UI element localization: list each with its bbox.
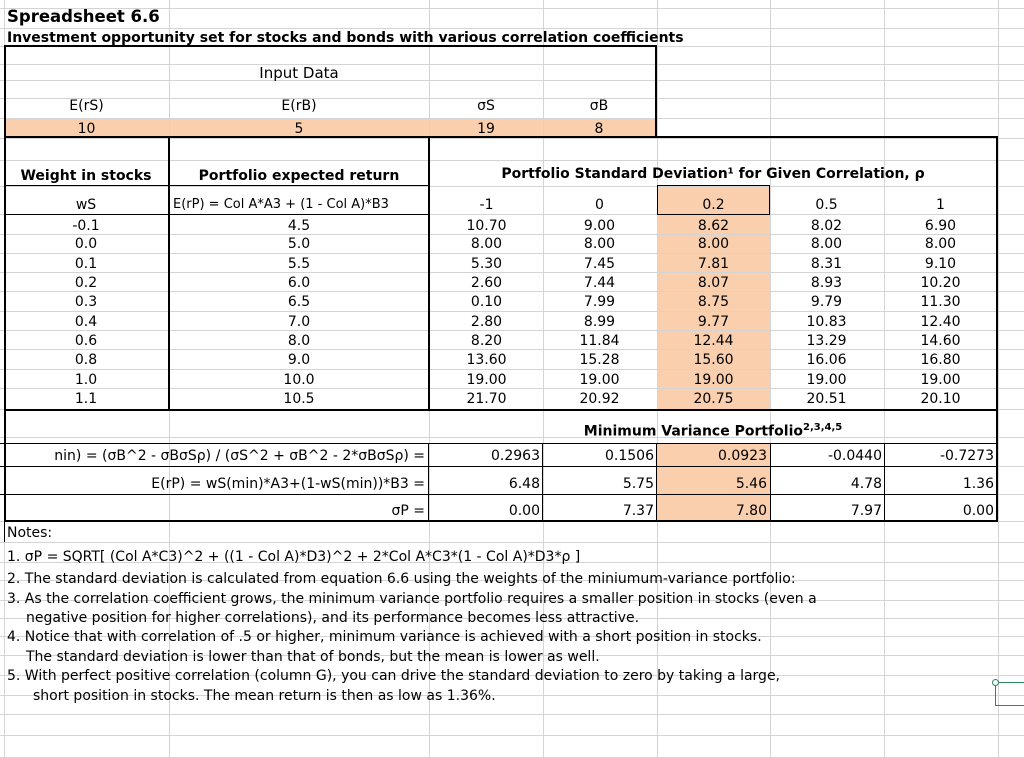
input-value-ers[interactable]: 10 xyxy=(77,121,96,137)
selected-cell[interactable] xyxy=(995,682,1024,706)
cell-std-dev[interactable]: 2.60 xyxy=(470,275,503,291)
cell-expected-return[interactable]: 4.5 xyxy=(287,218,311,234)
minvar-cell[interactable]: 5.75 xyxy=(622,476,654,492)
cell-std-dev[interactable]: 9.10 xyxy=(924,256,957,272)
header-weight-in-stocks: Weight in stocks xyxy=(20,168,152,184)
note-line: 1. σP = SQRT[ (Col A*C3)^2 + ((1 - Col A)*D3)^2 + 2*Col A*C3*(1 - Col A)*D3*ρ ] xyxy=(7,549,581,565)
cell-std-dev[interactable]: 15.60 xyxy=(693,352,734,368)
cell-std-dev[interactable]: 10.20 xyxy=(920,275,961,291)
cell-std-dev[interactable]: 14.60 xyxy=(920,333,961,349)
cell-std-dev[interactable]: 9.79 xyxy=(810,294,843,310)
cell-expected-return[interactable]: 6.5 xyxy=(287,294,311,310)
minvar-cell[interactable]: 7.97 xyxy=(850,503,882,519)
cell-std-dev[interactable]: 11.84 xyxy=(579,333,620,349)
correlation-header: 1 xyxy=(936,197,945,213)
cell-std-dev[interactable]: 8.00 xyxy=(470,236,503,252)
minvar-cell[interactable]: 0.00 xyxy=(508,503,540,519)
gridline-horizontal xyxy=(0,64,1024,65)
cell-std-dev[interactable]: 20.75 xyxy=(693,391,734,407)
gridline-horizontal xyxy=(0,735,1024,736)
cell-expected-return[interactable]: 7.0 xyxy=(287,314,311,330)
note-line: negative position for higher correlations), and its performance becomes less attractive. xyxy=(26,610,640,626)
cell-expected-return[interactable]: 8.0 xyxy=(287,333,311,349)
cell-std-dev[interactable]: 5.30 xyxy=(470,256,503,272)
cell-std-dev[interactable]: 8.00 xyxy=(810,236,843,252)
cell-std-dev[interactable]: 15.28 xyxy=(579,352,620,368)
gridline-horizontal xyxy=(0,80,1024,81)
cell-std-dev[interactable]: 19.00 xyxy=(920,372,961,388)
cell-weight[interactable]: 0.3 xyxy=(74,294,98,310)
cell-weight[interactable]: 0.6 xyxy=(74,333,98,349)
cell-std-dev[interactable]: 13.60 xyxy=(466,352,507,368)
cell-expected-return[interactable]: 10.0 xyxy=(283,372,315,388)
cell-weight[interactable]: 0.1 xyxy=(74,256,98,272)
gridline-horizontal xyxy=(0,253,1024,254)
cell-expected-return[interactable]: 5.0 xyxy=(287,236,311,252)
cell-std-dev[interactable]: 12.44 xyxy=(693,333,734,349)
cell-std-dev[interactable]: 8.99 xyxy=(583,314,616,330)
gridline-horizontal xyxy=(0,186,1024,187)
correlation-header: 0 xyxy=(595,197,604,213)
cell-std-dev[interactable]: 0.10 xyxy=(470,294,503,310)
minvar-cell[interactable]: 5.46 xyxy=(735,476,767,492)
minvar-title xyxy=(430,419,996,441)
gridline-horizontal xyxy=(0,714,1024,715)
minvar-cell[interactable]: 1.36 xyxy=(962,476,994,492)
cell-std-dev[interactable]: 12.40 xyxy=(920,314,961,330)
gridline-horizontal xyxy=(0,118,1024,119)
cell-std-dev[interactable]: 19.00 xyxy=(693,372,734,388)
input-value-erb[interactable]: 5 xyxy=(294,121,304,137)
note-line: 4. Notice that with correlation of .5 or higher, minimum variance is achieved with a short position in stocks. xyxy=(7,629,762,645)
correlation-header: -1 xyxy=(479,197,494,213)
note-line: The standard deviation is lower than that of bonds, but the mean is lower as well. xyxy=(26,649,600,665)
cell-std-dev[interactable]: 16.80 xyxy=(920,352,961,368)
minvar-cell[interactable]: 0.00 xyxy=(962,503,994,519)
minvar-label: E(rP) = wS(min)*A3+(1-wS(min))*B3 = xyxy=(151,476,425,492)
cell-expected-return[interactable]: 6.0 xyxy=(287,275,311,291)
cell-std-dev[interactable]: 6.90 xyxy=(924,218,957,234)
cell-std-dev[interactable]: 7.44 xyxy=(583,275,616,291)
cell-std-dev[interactable]: 10.70 xyxy=(466,218,507,234)
cell-weight[interactable]: 0.8 xyxy=(74,352,98,368)
cell-std-dev[interactable]: 7.81 xyxy=(697,256,730,272)
cell-weight[interactable]: 0.4 xyxy=(74,314,98,330)
gridline-vertical xyxy=(998,0,999,758)
cell-std-dev[interactable]: 19.00 xyxy=(466,372,507,388)
minvar-cell[interactable]: -0.0440 xyxy=(827,448,882,464)
cell-std-dev[interactable]: 19.00 xyxy=(806,372,847,388)
note-line: short position in stocks. The mean return is then as low as 1.36%. xyxy=(33,688,496,704)
minvar-cell[interactable]: 0.0923 xyxy=(718,448,767,464)
sheet-subtitle: Investment opportunity set for stocks and bonds with various correlation coefficients xyxy=(7,30,684,46)
cell-std-dev[interactable]: 8.62 xyxy=(697,218,730,234)
cell-std-dev[interactable]: 7.99 xyxy=(583,294,616,310)
cell-expected-return[interactable]: 10.5 xyxy=(283,391,315,407)
minvar-cell[interactable]: 0.2963 xyxy=(491,448,540,464)
cell-std-dev[interactable]: 8.07 xyxy=(697,275,730,291)
gridline-horizontal xyxy=(0,542,1024,543)
cell-std-dev[interactable]: 8.20 xyxy=(470,333,503,349)
cell-weight[interactable]: 0.0 xyxy=(74,236,98,252)
minvar-cell[interactable]: 6.48 xyxy=(508,476,540,492)
minvar-title-sup: 2,3,4,5 xyxy=(802,422,843,433)
correlation-0.2-header-box xyxy=(657,185,770,186)
correlation-header: 0.5 xyxy=(815,197,838,213)
minvar-title-text: Minimum Variance Portfolio xyxy=(583,423,803,440)
gridline-horizontal xyxy=(0,311,1024,312)
cell-std-dev[interactable]: 20.51 xyxy=(806,391,847,407)
minvar-label: nin) = (σB^2 - σBσSρ) / (σS^2 + σB^2 - 2*σBσSρ) = xyxy=(54,448,425,464)
cell-std-dev[interactable]: 19.00 xyxy=(579,372,620,388)
header-portfolio-standard-deviation: Portfolio Standard Deviation¹ for Given Correlation, ρ xyxy=(501,166,925,182)
cell-std-dev[interactable]: 9.77 xyxy=(697,314,730,330)
minvar-label: σP = xyxy=(391,503,425,519)
input-header-sigma-b: σB xyxy=(589,98,609,114)
minvar-cell[interactable]: 4.78 xyxy=(850,476,882,492)
cell-std-dev[interactable]: 8.00 xyxy=(924,236,957,252)
cell-expected-return[interactable]: 5.5 xyxy=(287,256,311,272)
cell-std-dev[interactable]: 8.93 xyxy=(810,275,843,291)
input-value-sigma-b[interactable]: 8 xyxy=(594,121,604,137)
cell-std-dev[interactable]: 8.75 xyxy=(697,294,730,310)
input-header-erb: E(rB) xyxy=(281,98,317,114)
cell-weight[interactable]: -0.1 xyxy=(72,218,100,234)
cell-weight[interactable]: 1.0 xyxy=(74,372,98,388)
note-line: 3. As the correlation coefficient grows, the minimum variance portfolio requires a smaller position in stocks (even a xyxy=(7,591,817,607)
cell-std-dev[interactable]: 2.80 xyxy=(470,314,503,330)
cell-expected-return[interactable]: 9.0 xyxy=(287,352,311,368)
input-header-sigma-s: σS xyxy=(477,98,495,114)
cell-std-dev[interactable]: 9.00 xyxy=(583,218,616,234)
cell-std-dev[interactable]: 7.45 xyxy=(583,256,616,272)
cell-std-dev[interactable]: 20.92 xyxy=(579,391,620,407)
correlation-header: 0.2 xyxy=(702,197,725,213)
notes-label: Notes: xyxy=(7,525,53,541)
input-data-label: Input Data xyxy=(259,64,339,82)
gridline-horizontal xyxy=(0,138,1024,139)
cell-weight[interactable]: 1.1 xyxy=(74,391,98,407)
note-line: 2. The standard deviation is calculated from equation 6.6 using the weights of the miniumum-variance portfolio: xyxy=(7,571,796,587)
cell-std-dev[interactable]: 11.30 xyxy=(920,294,961,310)
gridline-horizontal xyxy=(0,369,1024,370)
minvar-cell[interactable]: 7.80 xyxy=(735,503,767,519)
subheader-ws: wS xyxy=(75,197,97,213)
cell-std-dev[interactable]: 8.00 xyxy=(697,236,730,252)
note-line: 5. With perfect positive correlation (column G), you can drive the standard deviation to zero by taking a large, xyxy=(7,668,781,684)
cell-std-dev[interactable]: 10.83 xyxy=(806,314,847,330)
cell-std-dev[interactable]: 20.10 xyxy=(920,391,961,407)
minvar-cell[interactable]: 0.1506 xyxy=(605,448,654,464)
cell-std-dev[interactable]: 8.31 xyxy=(810,256,843,272)
minvar-cell[interactable]: 7.37 xyxy=(622,503,654,519)
input-value-sigma-s[interactable]: 19 xyxy=(477,121,495,137)
gridline-horizontal xyxy=(0,160,1024,161)
selection-handle[interactable] xyxy=(992,679,999,686)
cell-weight[interactable]: 0.2 xyxy=(74,275,98,291)
cell-std-dev[interactable]: 21.70 xyxy=(466,391,507,407)
cell-std-dev[interactable]: 8.00 xyxy=(583,236,616,252)
header-portfolio-expected-return: Portfolio expected return xyxy=(198,168,400,184)
subheader-formula: E(rP) = Col A*A3 + (1 - Col A)*B3 xyxy=(173,197,389,212)
minvar-cell[interactable]: -0.7273 xyxy=(939,448,994,464)
sheet-title: Spreadsheet 6.6 xyxy=(7,7,160,26)
input-header-ers: E(rS) xyxy=(69,98,104,114)
cell-std-dev[interactable]: 8.02 xyxy=(810,218,843,234)
cell-std-dev[interactable]: 13.29 xyxy=(806,333,847,349)
cell-std-dev[interactable]: 16.06 xyxy=(806,352,847,368)
